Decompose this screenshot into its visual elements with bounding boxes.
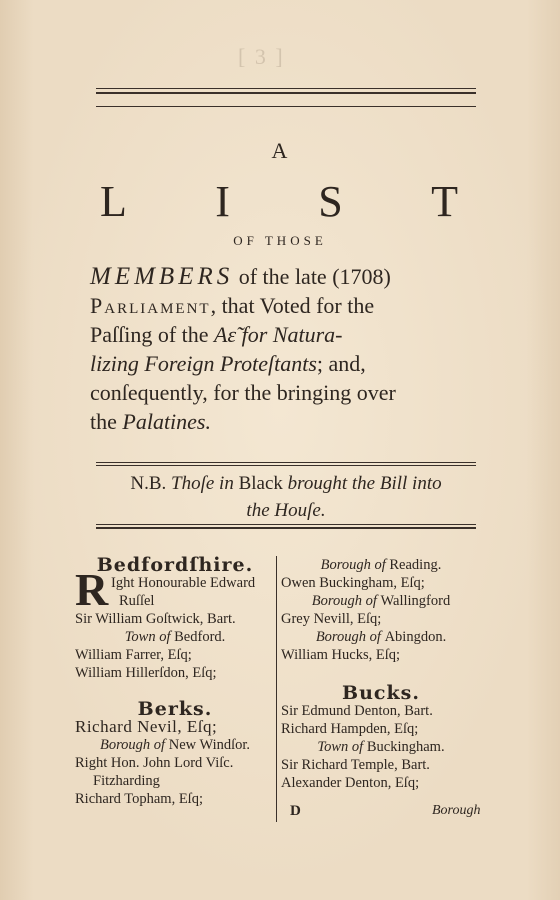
title-list: [100, 176, 460, 226]
borough-heading-bedford: Town of Bedford.: [124, 629, 226, 645]
member-entry-alexander-denton: Alexander Denton, Eſq;: [281, 775, 420, 791]
nb-rule-bottom-1: [96, 524, 476, 525]
bleed-through-folio: [ 3 ]: [238, 44, 285, 69]
nb-line-1: N.B. Thoſe in Black brought the Bill into: [130, 473, 442, 494]
title-letter-t: T: [431, 177, 460, 226]
nb-rule-top-2: [96, 465, 476, 466]
borough-heading-wallingford: Borough of Wallingford: [311, 593, 451, 609]
intro-line-4: lizing Foreign Proteſtants; and,: [90, 351, 366, 376]
nb-rule-bottom-2: [96, 527, 476, 529]
nb-line-2: the Houſe.: [246, 500, 326, 521]
county-heading-bucks: Bucks.: [342, 682, 420, 704]
right-column: [281, 556, 481, 792]
member-entry-edmund-denton: Sir Edmund Denton, Bart.: [281, 703, 433, 719]
top-rule-1: [96, 88, 476, 89]
intro-line-2: Parliament, that Voted for the: [90, 293, 375, 318]
intro-line-3: Paſſing of the Aɛ̃ for Natura-: [90, 322, 343, 347]
member-entry-russel: R Ight Honourable Edward: [75, 564, 256, 615]
left-column: [75, 556, 275, 808]
catchword: Borough: [432, 803, 481, 818]
borough-heading-buckingham: Town of Buckingham.: [317, 739, 445, 755]
nb-rule-top-1: [96, 462, 476, 463]
member-entry-fitzharding: Right Hon. John Lord Viſc.: [75, 755, 234, 771]
member-entry-hillersdon: William Hillerſdon, Eſq;: [75, 665, 217, 681]
column-divider: [276, 556, 277, 822]
member-entry-gostwick: Sir William Goſtwick, Bart.: [75, 611, 236, 627]
nota-bene: [96, 470, 476, 524]
intro-line-6: the Palatines.: [90, 409, 211, 434]
member-entry-farrer: William Farrer, Eſq;: [75, 647, 192, 663]
county-heading-bedfordshire: Bedfordſhire.: [96, 554, 254, 576]
member-entry-grey-nevill: Grey Nevill, Eſq;: [281, 611, 382, 627]
member-entry-temple: Sir Richard Temple, Bart.: [281, 757, 430, 773]
member-entry-owen-buckingham: Owen Buckingham, Eſq;: [281, 575, 425, 591]
borough-heading-windsor: Borough of New Windſor.: [99, 737, 251, 753]
intro-line-5: conſequently, for the bringing over: [90, 380, 396, 405]
subtitle-of-those: OF THOSE: [233, 233, 327, 248]
signature-mark: D: [290, 803, 301, 819]
county-heading-berks: Berks.: [137, 698, 213, 720]
top-rule-2: [96, 92, 476, 94]
top-rule-3: [96, 106, 476, 107]
title-letter-s: S: [318, 177, 345, 226]
member-entry-fitzharding-cont: Fitzharding: [93, 773, 160, 789]
member-entry-hampden: Richard Hampden, Eſq;: [281, 721, 419, 737]
member-entry-russel-cont: Ruſſel: [119, 593, 155, 609]
member-entry-topham: Richard Topham, Eſq;: [75, 791, 203, 807]
title-letter-i: I: [215, 177, 232, 226]
borough-heading-reading: Borough of Reading.: [320, 557, 442, 573]
title-article: A: [271, 138, 289, 163]
borough-heading-abingdon: Borough of Abingdon.: [315, 629, 447, 645]
title-description: [90, 262, 480, 436]
drop-cap: R: [75, 564, 109, 615]
member-entry-hucks: William Hucks, Eſq;: [281, 647, 401, 663]
member-entry-nevil: Richard Nevil, Eſq;: [75, 717, 218, 736]
intro-line-1: MEMBERS of the late (1708): [90, 263, 391, 290]
title-letter-l: L: [100, 177, 129, 226]
